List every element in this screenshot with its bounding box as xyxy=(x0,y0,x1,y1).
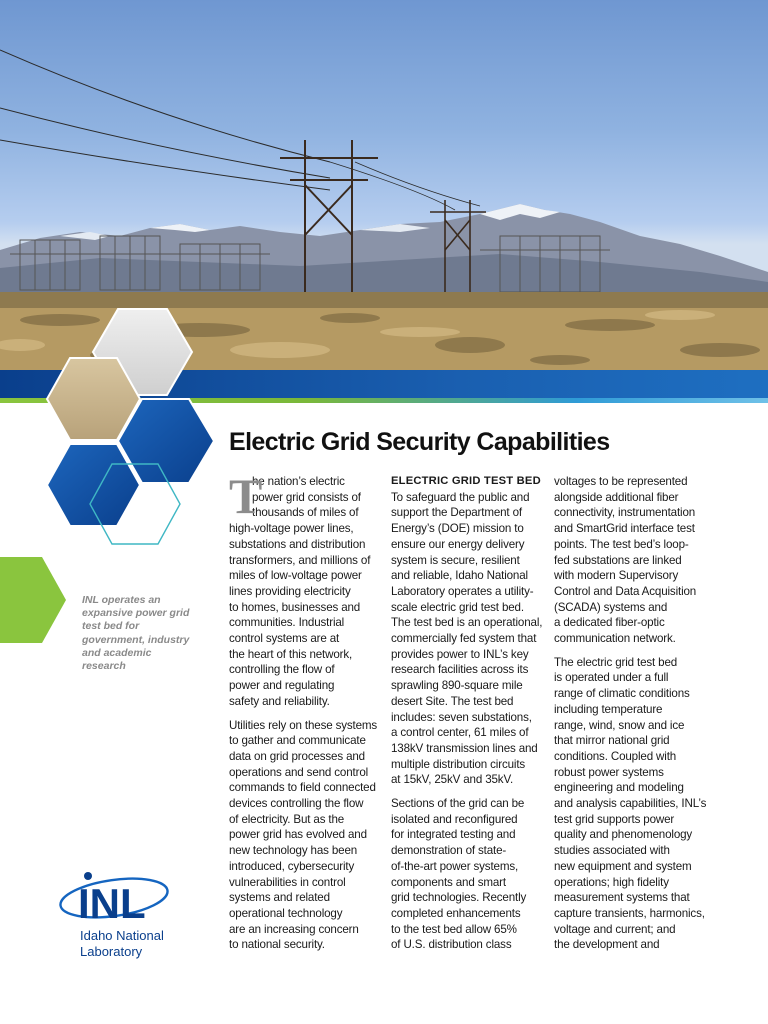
logo-line2: Laboratory xyxy=(80,944,143,959)
body-paragraph: The electric grid test bed is operated under a full range of climatic conditions including temperature range, wind, snow and ice that mirror national grid conditions. Coupled with robust power systems engineering and modeling and analysis capabilities, INL’s test grid supports power quality and phenomenology studies associated with new equipment and system operations; high fidelity measurement systems that capture transients, harmonics, voltage and current; and the development and xyxy=(554,655,707,952)
logo-line1: Idaho National xyxy=(80,928,164,943)
intro-lines: he nation’s electric power grid consists of thousands of miles of xyxy=(252,475,361,520)
hexagon-decoration xyxy=(0,300,230,560)
drop-cap: T xyxy=(229,468,263,524)
inl-logo-mark xyxy=(58,858,178,968)
column-1 xyxy=(229,468,379,961)
page-title: Electric Grid Security Capabilities xyxy=(229,428,610,456)
body-paragraph: voltages to be represented alongside additional fiber connectivity, instrumentation and SmartGrid interface test points. The test bed’s loop- fed substations are linked with modern Supervisory Control and Data Acquisition (SCADA) systems and a dedicated fiber-optic communication network. xyxy=(554,475,697,646)
logo-letters: INL xyxy=(78,880,146,927)
intro-paragraph xyxy=(229,468,379,710)
inl-logo xyxy=(58,858,178,968)
intro-text: high-voltage power lines, substations and distribution transformers, and millions of miles of low-voltage power lines providing electricity to homes, businesses and communities. Industrial control systems are at the heart of this network, controlling the flow of power and regulating safety and reliability. xyxy=(229,522,371,708)
body-paragraph: To safeguard the public and support the Department of Energy’s (DOE) mission to ensure our energy delivery system is secure, resilient and reliable, Idaho National Laboratory operates a utility- scale electric grid test bed. The test bed is an operational, commercially fed system that provides power to INL’s key research facilities across its sprawling 890-square mile desert Site. The test bed includes: seven substations, a control center, 61 miles of 138kV transmission lines and multiple distribution circuits at 15kV, 25kV and 35kV. xyxy=(391,490,543,787)
column-3 xyxy=(554,474,714,961)
column-2 xyxy=(391,474,543,961)
body-paragraph: Sections of the grid can be isolated and reconfigured for integrated testing and demonstration of state- of-the-art power systems, components and smart grid technologies. Recently completed enhancements to the test bed allow 65% of U.S. distribution class xyxy=(391,797,527,952)
green-tab-shape xyxy=(0,557,66,643)
sidebar-caption: INL operates an expansive power grid test bed for government, industry and academic research xyxy=(82,594,190,673)
section-heading: ELECTRIC GRID TEST BED xyxy=(391,475,541,487)
body-paragraph: Utilities rely on these systems to gather and communicate data on grid processes and operations and send control commands to field connected devices controlling the flow of electricity. But as the power grid has evolved and new technology has been introduced, cybersecurity vulnerabilities in control systems and related operational technology are an increasing concern to national security. xyxy=(229,718,378,952)
